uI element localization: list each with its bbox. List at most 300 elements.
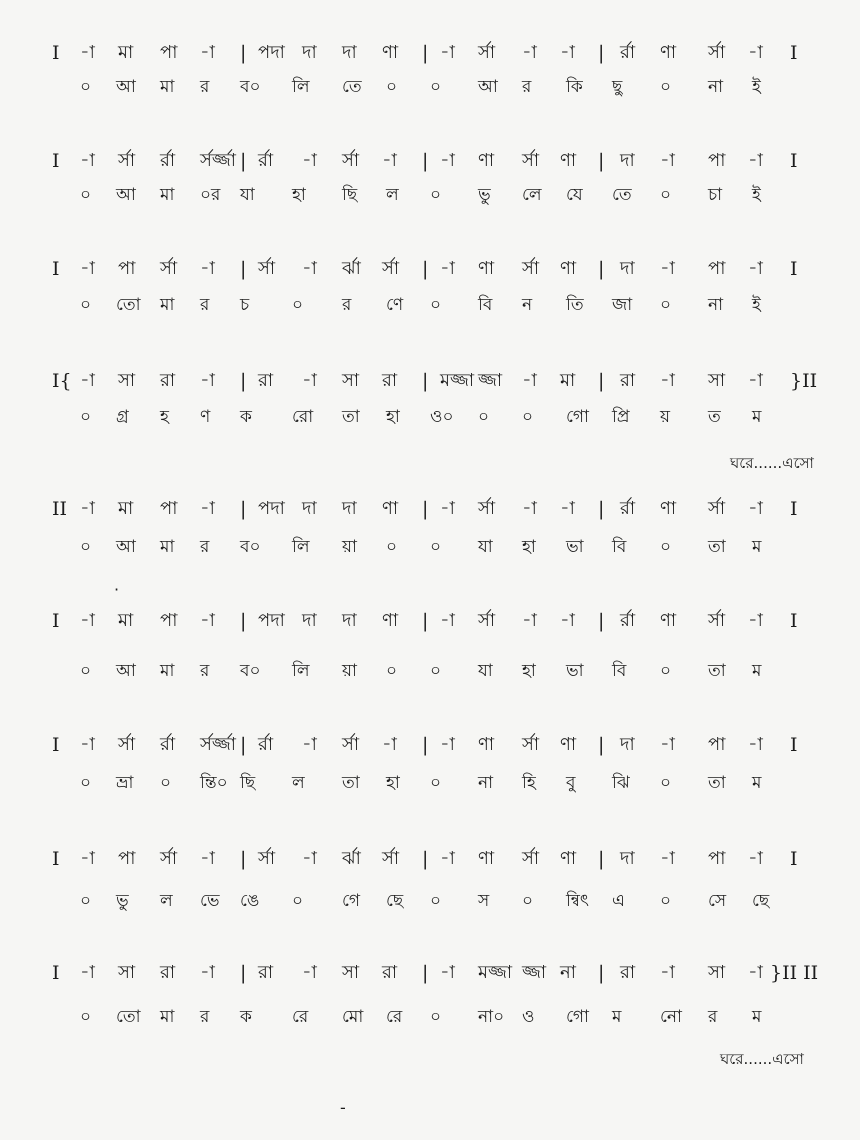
swara-note: দা (620, 734, 635, 755)
lyric-syllable: ল (386, 185, 399, 205)
lyric-syllable: নো (660, 1007, 682, 1027)
lyric-syllable: ০ (430, 185, 442, 205)
swara-note: -া (80, 258, 95, 279)
swara-note: -া (80, 150, 95, 171)
swara-note: পা (708, 258, 726, 279)
swara-note: ণা (478, 734, 495, 755)
bar-line: | (240, 370, 247, 392)
swara-note: পা (708, 734, 726, 755)
lyric-syllable: ০ (80, 185, 92, 205)
swara-note: -া (80, 370, 95, 391)
lyric-syllable: গ্র (116, 407, 129, 427)
lyric-line (0, 404, 860, 430)
swara-note: সা (342, 962, 360, 983)
lyric-syllable: ০ (522, 407, 534, 427)
lyric-syllable: গে (342, 891, 361, 911)
section-mark: I (790, 150, 798, 172)
lyric-syllable: তো (116, 1007, 141, 1027)
lyric-syllable: ০ (478, 407, 490, 427)
swara-note: সা (118, 962, 136, 983)
lyric-line (0, 658, 860, 684)
bar-line: | (240, 610, 247, 632)
lyric-syllable: চ (240, 295, 250, 315)
lyric-syllable: ই (752, 295, 761, 315)
lyric-syllable: এ (612, 891, 625, 911)
swara-note: -া (748, 370, 763, 391)
lyric-syllable: ব০ (240, 661, 261, 681)
swara-note: -া (748, 150, 763, 171)
lyric-syllable: হা (292, 185, 306, 205)
swara-note: -া (200, 42, 215, 63)
lyric-syllable: তা (342, 407, 360, 427)
lyric-syllable: ০ (660, 77, 672, 97)
section-mark: I (52, 848, 60, 870)
lyric-syllable: ম (612, 1007, 622, 1027)
lyric-syllable: ত (708, 407, 721, 427)
swara-note: পা (160, 42, 178, 63)
lyric-syllable: হ (160, 407, 169, 427)
section-mark: }II (790, 370, 818, 392)
swara-note: র্সা (708, 610, 726, 631)
swara-note: -া (80, 610, 95, 631)
lyric-syllable: জা (612, 295, 633, 315)
swara-note: -া (302, 258, 317, 279)
lyric-syllable: তা (342, 773, 360, 793)
lyric-syllable: তা (708, 773, 726, 793)
swara-note: র্সা (382, 848, 400, 869)
swara-note: সা (118, 370, 136, 391)
lyric-syllable: ০ (80, 537, 92, 557)
lyric-syllable: আ (116, 185, 136, 205)
lyric-line (0, 74, 860, 100)
lyric-syllable: মা (160, 295, 175, 315)
swara-note: -া (200, 370, 215, 391)
swara-note: র্রা (258, 150, 274, 171)
lyric-syllable: লে (522, 185, 542, 205)
section-mark: I (52, 258, 60, 280)
section-mark: I (790, 258, 798, 280)
section-mark: I (790, 42, 798, 64)
bar-line: | (240, 150, 247, 172)
lyric-syllable: যা (240, 185, 255, 205)
lyric-syllable: না০ (478, 1007, 505, 1027)
bar-line: | (422, 962, 429, 984)
lyric-syllable: ০ (660, 661, 672, 681)
lyric-syllable: হা (386, 773, 400, 793)
swara-note: রা (160, 370, 176, 391)
swara-note: -া (748, 258, 763, 279)
swara-note: র্সর্জ্জা (200, 734, 236, 755)
lyric-syllable: ম (752, 407, 762, 427)
swara-note: -া (522, 370, 537, 391)
bar-line: | (422, 150, 429, 172)
lyric-syllable: গো (566, 407, 589, 427)
lyric-syllable: না (708, 77, 724, 97)
swara-note: ণা (660, 42, 677, 63)
lyric-syllable: র (200, 77, 210, 97)
section-mark: I (52, 610, 60, 632)
swara-note: র্সা (708, 498, 726, 519)
swara-note: পা (160, 498, 178, 519)
swara-line (0, 496, 860, 522)
bar-line: | (240, 962, 247, 984)
swara-note: র্সা (522, 150, 540, 171)
swara-note: র্সা (522, 848, 540, 869)
lyric-syllable: ই (752, 185, 761, 205)
swara-note: -া (748, 610, 763, 631)
swara-note: র্সা (478, 42, 496, 63)
swara-note: র্সা (342, 734, 360, 755)
lyric-syllable: না (708, 295, 724, 315)
print-speck: · (114, 580, 120, 599)
swara-note: -া (748, 734, 763, 755)
swara-note: -া (200, 962, 215, 983)
lyric-syllable: য়া (342, 537, 357, 557)
lyric-syllable: ল (160, 891, 173, 911)
lyric-syllable: ০ (430, 891, 442, 911)
lyric-syllable: মা (160, 661, 175, 681)
swara-note: র্সর্জ্জা (200, 150, 236, 171)
swara-note: পদা (258, 498, 285, 519)
lyric-syllable: আ (116, 661, 136, 681)
lyric-syllable: মা (160, 185, 175, 205)
swara-note: র্রা (620, 610, 636, 631)
swara-note: ণা (560, 150, 577, 171)
lyric-syllable: ০ (386, 661, 398, 681)
lyric-syllable: ব০ (240, 537, 261, 557)
lyric-syllable: ০ (660, 295, 672, 315)
swara-note: দা (302, 42, 317, 63)
swara-note: রা (160, 962, 176, 983)
swara-note: রা (258, 370, 274, 391)
swara-note: -া (522, 498, 537, 519)
refrain-cue: ঘরে......এসো (720, 1050, 804, 1068)
swara-note: -া (440, 848, 455, 869)
swara-note: র্সা (382, 258, 400, 279)
lyric-syllable: র (342, 295, 352, 315)
lyric-syllable: ম (752, 661, 762, 681)
lyric-syllable: লি (292, 537, 310, 557)
lyric-syllable: হা (522, 537, 536, 557)
lyric-syllable: য়া (342, 661, 357, 681)
swara-note: -া (660, 370, 675, 391)
lyric-syllable: ভু (116, 891, 129, 911)
lyric-syllable: ০ (80, 1007, 92, 1027)
swara-note: পদা (258, 610, 285, 631)
lyric-syllable: স (478, 891, 490, 911)
lyric-syllable: ০ (522, 891, 534, 911)
swara-note: দা (620, 848, 635, 869)
swara-note: ণা (478, 150, 495, 171)
lyric-syllable: মো (342, 1007, 364, 1027)
bar-line: | (422, 848, 429, 870)
lyric-syllable: আ (116, 77, 136, 97)
lyric-syllable: ক (240, 407, 252, 427)
swara-note: রা (258, 962, 274, 983)
swara-note: র্রা (160, 150, 176, 171)
section-mark: I (790, 498, 798, 520)
section-mark: I{ (52, 370, 72, 392)
lyric-syllable: প্রি (612, 407, 630, 427)
lyric-syllable: ছে (386, 891, 404, 911)
lyric-syllable: ণে (386, 295, 404, 315)
swara-note: -া (382, 734, 397, 755)
lyric-syllable: হা (522, 661, 536, 681)
swara-note: -া (440, 42, 455, 63)
lyric-syllable: রে (292, 1007, 309, 1027)
swara-note: -া (302, 150, 317, 171)
lyric-syllable: ও (522, 1007, 535, 1027)
lyric-syllable: ০ (80, 77, 92, 97)
swara-note: ণা (382, 498, 399, 519)
swara-note: -া (200, 610, 215, 631)
section-mark: I (790, 848, 798, 870)
swara-note: রা (620, 962, 636, 983)
swara-note: মা (118, 42, 134, 63)
swara-line (0, 368, 860, 394)
swara-note: ণা (560, 258, 577, 279)
section-mark: }II II (770, 962, 819, 984)
lyric-syllable: বি (478, 295, 493, 315)
lyric-syllable: হি (522, 773, 536, 793)
swara-line (0, 256, 860, 282)
swara-note: ণা (478, 258, 495, 279)
bar-line: | (598, 848, 605, 870)
bar-line: | (240, 734, 247, 756)
section-mark: I (52, 150, 60, 172)
lyric-syllable: গো (566, 1007, 589, 1027)
lyric-syllable: র (200, 661, 210, 681)
swara-note: -া (660, 848, 675, 869)
bar-line: | (240, 258, 247, 280)
swara-note: সা (708, 370, 726, 391)
lyric-syllable: ভু (478, 185, 491, 205)
swara-note: ণা (560, 848, 577, 869)
lyric-syllable: ভে (200, 891, 220, 911)
lyric-syllable: ন্তি০ (200, 773, 228, 793)
lyric-syllable: তে (342, 77, 362, 97)
swara-note: মজ্জা (440, 370, 475, 391)
swara-note: র্সা (708, 42, 726, 63)
swara-note: রা (620, 370, 636, 391)
swara-note: পা (708, 150, 726, 171)
swara-note: -া (660, 150, 675, 171)
lyric-syllable: ০ (430, 295, 442, 315)
lyric-syllable: সে (708, 891, 727, 911)
lyric-syllable: রে (386, 1007, 403, 1027)
lyric-syllable: র (708, 1007, 718, 1027)
lyric-syllable: ছি (240, 773, 256, 793)
lyric-syllable: ন্বিৎ (566, 891, 589, 911)
lyric-syllable: ভা (566, 537, 584, 557)
swara-note: -া (660, 962, 675, 983)
lyric-syllable: ০ (292, 891, 304, 911)
swara-note: র্সা (160, 258, 178, 279)
lyric-line (0, 534, 860, 560)
lyric-syllable: ০ (430, 1007, 442, 1027)
lyric-syllable: লি (292, 77, 310, 97)
swara-note: -া (440, 962, 455, 983)
swara-note: -া (748, 962, 763, 983)
lyric-syllable: তে (612, 185, 632, 205)
swara-note: -া (748, 42, 763, 63)
swara-note: ণা (660, 610, 677, 631)
bar-line: | (422, 370, 429, 392)
swara-note: পা (118, 258, 136, 279)
swara-note: র্ঝা (342, 848, 361, 869)
lyric-syllable: ঝি (612, 773, 630, 793)
lyric-syllable: ০ (430, 537, 442, 557)
swara-note: রা (382, 962, 398, 983)
lyric-syllable: র (522, 77, 532, 97)
swara-line (0, 148, 860, 174)
swara-note: পা (160, 610, 178, 631)
lyric-syllable: ই (752, 77, 761, 97)
refrain-cue: ঘরে......এসো (730, 454, 814, 472)
swara-note: পদা (258, 42, 285, 63)
swara-note: মজ্জা (478, 962, 513, 983)
bar-line: | (598, 258, 605, 280)
lyric-syllable: কি (566, 77, 583, 97)
swara-note: -া (302, 962, 317, 983)
lyric-syllable: ০ (660, 891, 672, 911)
swara-note: মা (560, 370, 576, 391)
lyric-syllable: হা (386, 407, 400, 427)
lyric-syllable: ০ (80, 407, 92, 427)
swara-note: দা (620, 150, 635, 171)
swara-note: র্সা (522, 734, 540, 755)
section-mark: I (52, 962, 60, 984)
swara-note: না (560, 962, 576, 983)
bar-line: | (422, 610, 429, 632)
swara-note: জ্জা (522, 962, 547, 983)
swara-note: -া (200, 498, 215, 519)
bar-line: | (598, 42, 605, 64)
bar-line: | (598, 370, 605, 392)
lyric-syllable: বি (612, 537, 627, 557)
section-mark: I (790, 610, 798, 632)
bar-line: | (598, 498, 605, 520)
section-mark: I (52, 734, 60, 756)
swara-note: -া (748, 498, 763, 519)
lyric-syllable: তা (708, 661, 726, 681)
swara-note: র্রা (620, 498, 636, 519)
swara-line (0, 608, 860, 634)
swara-note: -া (302, 848, 317, 869)
lyric-syllable: যা (478, 661, 493, 681)
swara-note: -া (560, 610, 575, 631)
bar-line: | (240, 42, 247, 64)
swara-note: -া (748, 848, 763, 869)
lyric-syllable: ম (752, 537, 762, 557)
lyric-syllable: ০ (386, 77, 398, 97)
lyric-syllable: আ (478, 77, 498, 97)
swara-note: -া (200, 258, 215, 279)
lyric-syllable: ভা (566, 661, 584, 681)
swara-note: ণা (560, 734, 577, 755)
lyric-line (0, 182, 860, 208)
swara-note: রা (382, 370, 398, 391)
swara-note: সা (342, 370, 360, 391)
lyric-syllable: ০ (430, 773, 442, 793)
bar-line: | (422, 498, 429, 520)
lyric-line (0, 1004, 860, 1030)
lyric-syllable: ০ (386, 537, 398, 557)
lyric-syllable: ছি (342, 185, 358, 205)
section-mark: II (52, 498, 68, 520)
bar-line: | (598, 150, 605, 172)
lyric-syllable: আ (116, 537, 136, 557)
swara-note: -া (522, 42, 537, 63)
swara-note: -া (660, 734, 675, 755)
swara-note: মা (118, 610, 134, 631)
bar-line: | (240, 498, 247, 520)
swara-note: -া (302, 370, 317, 391)
swara-note: দা (620, 258, 635, 279)
swara-note: -া (80, 962, 95, 983)
lyric-syllable: যে (566, 185, 583, 205)
swara-note: -া (440, 498, 455, 519)
lyric-line (0, 888, 860, 914)
lyric-syllable: ০ (80, 295, 92, 315)
swara-note: -া (560, 498, 575, 519)
lyric-syllable: ভ্রা (116, 773, 134, 793)
swara-line (0, 732, 860, 758)
swara-note: র্সা (342, 150, 360, 171)
lyric-syllable: মা (160, 537, 175, 557)
swara-note: দা (342, 498, 357, 519)
section-mark: I (790, 734, 798, 756)
lyric-syllable: রো (292, 407, 314, 427)
lyric-syllable: ছু (612, 77, 623, 97)
lyric-syllable: ন (522, 295, 533, 315)
swara-note: -া (80, 734, 95, 755)
swara-note: -া (200, 848, 215, 869)
lyric-syllable: ম (752, 773, 762, 793)
swara-note: -া (382, 150, 397, 171)
lyric-syllable: মা (160, 77, 175, 97)
swara-note: দা (302, 498, 317, 519)
swara-note: র্সা (258, 258, 276, 279)
lyric-syllable: ব০ (240, 77, 261, 97)
bar-line: | (422, 734, 429, 756)
lyric-syllable: ০র (200, 185, 221, 205)
swara-note: -া (440, 610, 455, 631)
bar-line: | (422, 258, 429, 280)
lyric-syllable: ঙে (240, 891, 260, 911)
swara-line (0, 846, 860, 872)
lyric-syllable: ০ (80, 891, 92, 911)
lyric-syllable: না (478, 773, 494, 793)
swara-note: র্সা (522, 258, 540, 279)
lyric-syllable: বি (612, 661, 627, 681)
swara-line (0, 960, 860, 986)
swara-note: দা (342, 42, 357, 63)
swara-note: র্ঝা (342, 258, 361, 279)
lyric-syllable: যা (478, 537, 493, 557)
swara-note: -া (560, 42, 575, 63)
bar-line: | (422, 42, 429, 64)
swara-note: -া (80, 498, 95, 519)
lyric-syllable: ০ (430, 661, 442, 681)
bar-line: | (598, 734, 605, 756)
lyric-syllable: য় (660, 407, 671, 427)
swara-note: র্রা (160, 734, 176, 755)
swara-note: র্সা (160, 848, 178, 869)
swara-note: -া (80, 848, 95, 869)
lyric-syllable: ল (292, 773, 305, 793)
lyric-syllable: বু (566, 773, 576, 793)
